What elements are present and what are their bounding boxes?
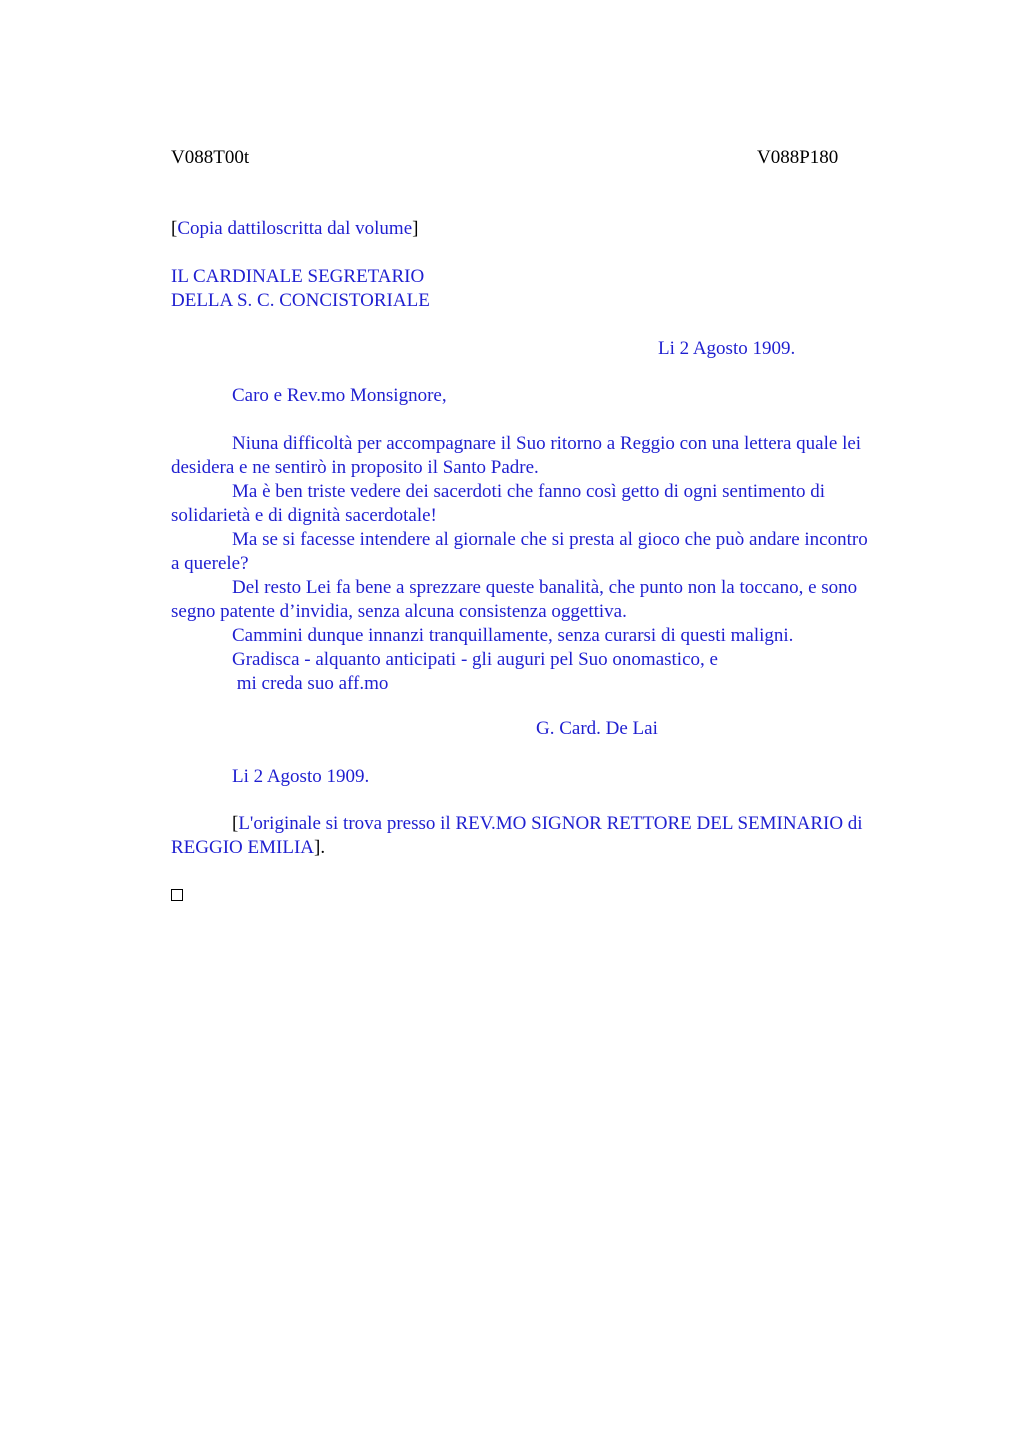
- body-paragraph-6: Gradisca - alquanto anticipati - gli auguri pel Suo onomastico, e: [232, 649, 718, 670]
- sender-line-2: DELLA S. C. CONCISTORIALE: [171, 290, 430, 311]
- document-page: [171, 146, 931, 858]
- original-location-note: [171, 812, 931, 860]
- header-right-code: V088P180: [757, 147, 839, 168]
- letter-date: Li 2 Agosto 1909.: [658, 338, 796, 359]
- empty-square-icon: [171, 889, 183, 901]
- salutation: Caro e Rev.mo Monsignore,: [232, 385, 447, 406]
- note-open-bracket: [: [171, 218, 178, 239]
- note-bottom-open-bracket: [: [232, 813, 239, 834]
- body-paragraph-3: Ma se si facesse intendere al giornale che si presta al gioco che può andare incontro a querele?: [171, 529, 868, 574]
- note-close-bracket: ]: [412, 218, 419, 239]
- typescript-note: [171, 217, 931, 241]
- body-paragraph-4: Del resto Lei fa bene a sprezzare queste banalità, che punto non la toccano, e sono segno patente d’invidia, senza alcuna consistenza oggettiva.: [171, 577, 858, 622]
- sender-heading: [171, 265, 931, 313]
- body-paragraph-5: Cammini dunque innanzi tranquillamente, senza curarsi di questi maligni.: [232, 625, 794, 646]
- signature: G. Card. De Lai: [536, 718, 658, 739]
- closing-line: mi creda suo aff.mo: [232, 673, 389, 694]
- note-text: Copia dattiloscritta dal volume: [177, 218, 413, 239]
- end-marker: [171, 883, 931, 908]
- bottom-date: Li 2 Agosto 1909.: [232, 766, 370, 787]
- body-paragraph-2: Ma è ben triste vedere dei sacerdoti che fanno così getto di ogni sentimento di solidarietà e di dignità sacerdotale!: [171, 481, 826, 526]
- header-left-code: V088T00t: [171, 147, 250, 168]
- note-bottom-line-2: REGGIO EMILIA: [171, 837, 315, 858]
- letter-body: [171, 432, 931, 696]
- sender-line-1: IL CARDINALE SEGRETARIO: [171, 266, 425, 287]
- note-bottom-close-bracket: ].: [314, 837, 326, 858]
- note-bottom-line-1: L'originale si trova presso il REV.MO SIGNOR RETTORE DEL SEMINARIO di: [238, 813, 863, 834]
- body-paragraph-1: Niuna difficoltà per accompagnare il Suo ritorno a Reggio con una lettera quale lei desidera e ne sentirò in proposito il Santo Padre.: [171, 433, 862, 478]
- page-header: [171, 146, 931, 170]
